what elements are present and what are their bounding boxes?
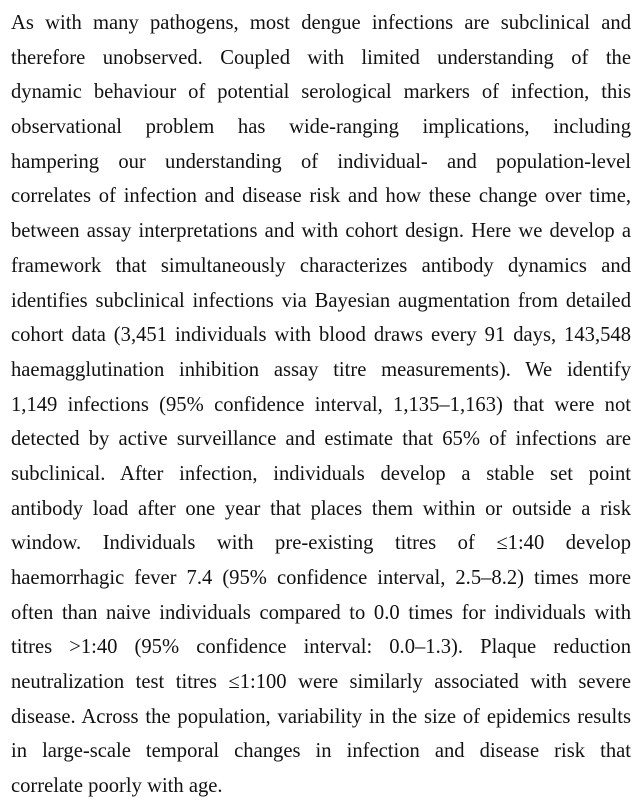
text-line-6: correlates of infection and disease risk and how these change over time,	[11, 185, 631, 208]
text-line-23: correlate poorly with age.	[11, 775, 223, 798]
text-line-17: haemorrhagic fever 7.4 (95% confidence interval, 2.5–8.2) times more	[11, 567, 631, 589]
text-line-21: disease. Across the population, variability in the size of epidemics results	[11, 705, 631, 728]
text-line-3: dynamic behaviour of potential serological markers of infection, this	[11, 81, 631, 104]
text-line-10: cohort data (3,451 individuals with blood draws every 91 days, 143,548	[11, 324, 631, 347]
text-line-22: in large-scale temporal changes in infection and disease risk that	[11, 740, 631, 763]
text-line-15: antibody load after one year that places them within or outside a risk	[11, 497, 631, 520]
text-line-19: titres >1:40 (95% confidence interval: 0.0–1.3). Plaque reduction	[11, 636, 631, 659]
text-line-8: framework that simultaneously characterizes antibody dynamics and	[11, 254, 631, 277]
text-line-12: 1,149 infections (95% confidence interval, 1,135–1,163) that were not	[11, 393, 631, 416]
text-line-20: neutralization test titres ≤1:100 were similarly associated with severe	[11, 671, 631, 694]
text-line-1: As with many pathogens, most dengue infections are subclinical and	[11, 12, 631, 34]
text-line-5: hampering our understanding of individual- and population-level	[11, 150, 631, 173]
abstract-paragraph	[11, 6, 631, 804]
text-line-9: identifies subclinical infections via Bayesian augmentation from detailed	[11, 289, 631, 312]
text-line-16: window. Individuals with pre-existing titres of ≤1:40 develop	[11, 532, 631, 555]
text-line-18: often than naive individuals compared to 0.0 times for individuals with	[11, 601, 631, 624]
text-line-7: between assay interpretations and with cohort design. Here we develop a	[11, 220, 631, 243]
text-line-2: therefore unobserved. Coupled with limited understanding of the	[11, 46, 631, 69]
text-line-13: detected by active surveillance and estimate that 65% of infections are	[11, 428, 631, 451]
text-line-4: observational problem has wide-ranging implications, including	[11, 116, 631, 139]
text-line-11: haemagglutination inhibition assay titre measurements). We identify	[11, 358, 631, 381]
text-line-14: subclinical. After infection, individuals develop a stable set point	[11, 462, 631, 485]
